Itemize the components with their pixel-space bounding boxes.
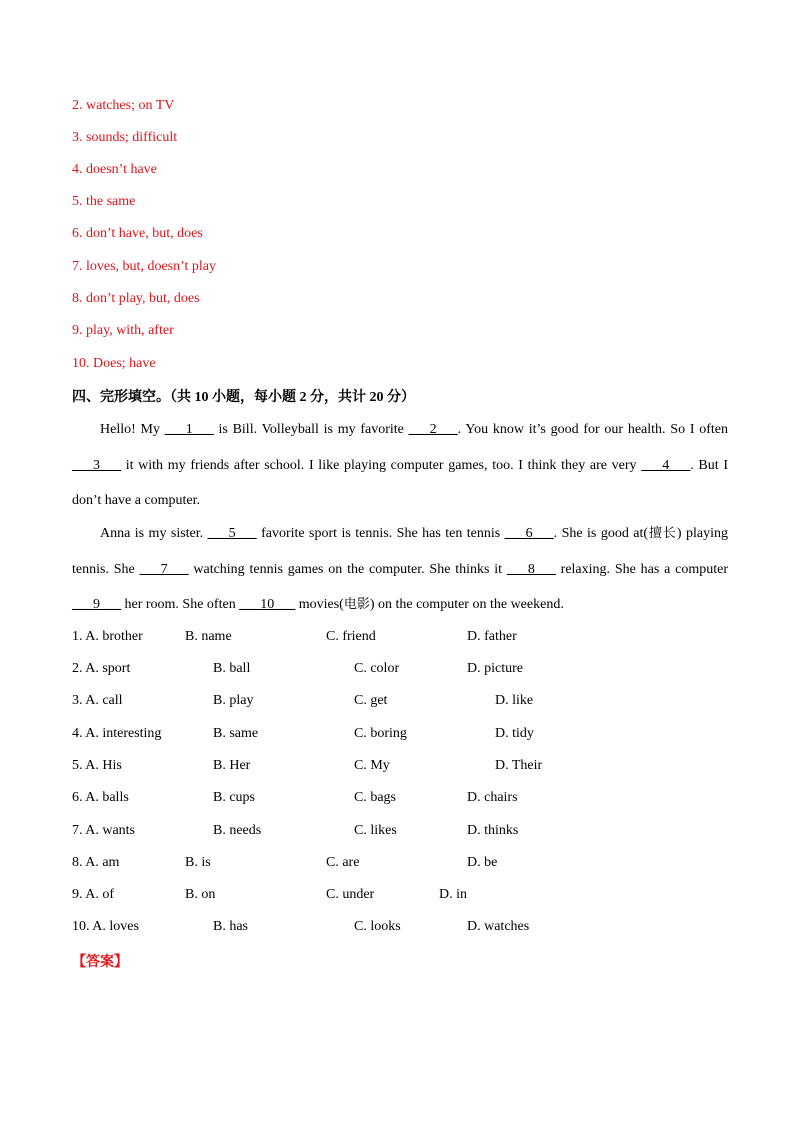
passage-line: Hello! My ___1___ is Bill. Volleyball is my favorite ___2___. You know it’s good for our health. So I often — [100, 422, 729, 437]
blank-6: ___6___ — [504, 526, 554, 541]
blank-8: ___8___ — [506, 561, 556, 577]
passage-line: Anna is my sister. ___5___ favorite sport is tennis. She has ten tennis ___6___. She is good at(擅长) playing — [100, 526, 728, 541]
blank-2: ___2___ — [408, 422, 458, 437]
option-b: B. needs — [213, 823, 262, 838]
option-d: D. in — [439, 887, 467, 902]
blank-9: ___9___ — [72, 597, 121, 612]
option-d: D. father — [467, 629, 517, 644]
answer-line: 2. watches; on TV — [72, 98, 175, 113]
option-c: C. My — [354, 758, 390, 773]
passage-line: ___3___ it with my friends after school. I like playing computer games, too. I think they are very ___4___. But I — [72, 457, 729, 473]
option-c: C. under — [326, 887, 375, 902]
option-d: D. chairs — [467, 790, 518, 805]
answer-line: 10. Does; have — [72, 356, 156, 371]
option-b: B. has — [213, 919, 248, 934]
option-c: C. are — [326, 855, 360, 870]
option-c: C. likes — [354, 823, 397, 838]
answer-line: 4. doesn’t have — [72, 162, 157, 177]
option-d: D. thinks — [467, 823, 519, 838]
option-d: D. be — [467, 855, 498, 870]
option-b: B. same — [213, 726, 259, 741]
answer-line: 5. the same — [72, 194, 136, 209]
option-a: 2. A. sport — [72, 661, 131, 676]
option-a: 3. A. call — [72, 693, 123, 708]
passage-line: ___9___ her room. She often ___10___ movies(电影) on the computer on the weekend. — [72, 597, 564, 612]
option-c: C. friend — [326, 629, 376, 644]
blank-5: ___5___ — [207, 526, 257, 541]
option-c: C. boring — [354, 726, 407, 741]
option-c: C. get — [354, 693, 388, 708]
answer-line: 8. don’t play, but, does — [72, 291, 200, 306]
option-a: 9. A. of — [72, 887, 114, 902]
option-c: C. bags — [354, 790, 396, 805]
blank-10: ___10___ — [239, 597, 296, 612]
answer-line: 7. loves, but, doesn’t play — [72, 259, 217, 274]
passage-line: don’t have a computer. — [72, 493, 201, 508]
option-b: B. cups — [213, 790, 255, 805]
option-b: B. is — [185, 855, 211, 870]
option-b: B. play — [213, 693, 254, 708]
option-a: 10. A. loves — [72, 919, 139, 934]
answer-label: 【答案】 — [72, 955, 128, 970]
option-a: 8. A. am — [72, 855, 120, 870]
option-d: D. watches — [467, 919, 530, 934]
blank-4: ___4___ — [641, 457, 691, 473]
option-b: B. ball — [213, 661, 251, 676]
option-b: B. on — [185, 887, 216, 902]
answer-line: 3. sounds; difficult — [72, 130, 178, 145]
option-b: B. name — [185, 629, 232, 644]
option-c: C. looks — [354, 919, 401, 934]
option-a: 7. A. wants — [72, 823, 135, 838]
blank-1: ___1___ — [164, 422, 214, 437]
option-b: B. Her — [213, 758, 251, 773]
passage-paragraph-2 — [72, 516, 728, 623]
passage-line: tennis. She ___7___ watching tennis games on the computer. She thinks it ___8___ relaxing. She has a computer — [72, 561, 728, 577]
blank-3: ___3___ — [72, 457, 121, 473]
answer-line: 6. don’t have, but, does — [72, 226, 203, 241]
option-a: 6. A. balls — [72, 790, 129, 805]
answer-line: 9. play, with, after — [72, 323, 174, 338]
option-d: D. tidy — [495, 726, 534, 741]
option-a: 5. A. His — [72, 758, 122, 773]
option-c: C. color — [354, 661, 400, 676]
option-d: D. like — [495, 693, 534, 708]
option-d: D. Their — [495, 758, 543, 773]
section-heading: 四、完形填空。（共 10 小题，每小题 2 分，共计 20 分） — [72, 390, 415, 405]
option-d: D. picture — [467, 661, 523, 676]
passage-paragraph-1 — [72, 412, 728, 519]
blank-7: ___7___ — [139, 561, 189, 577]
option-a: 4. A. interesting — [72, 726, 162, 741]
option-a: 1. A. brother — [72, 629, 143, 644]
